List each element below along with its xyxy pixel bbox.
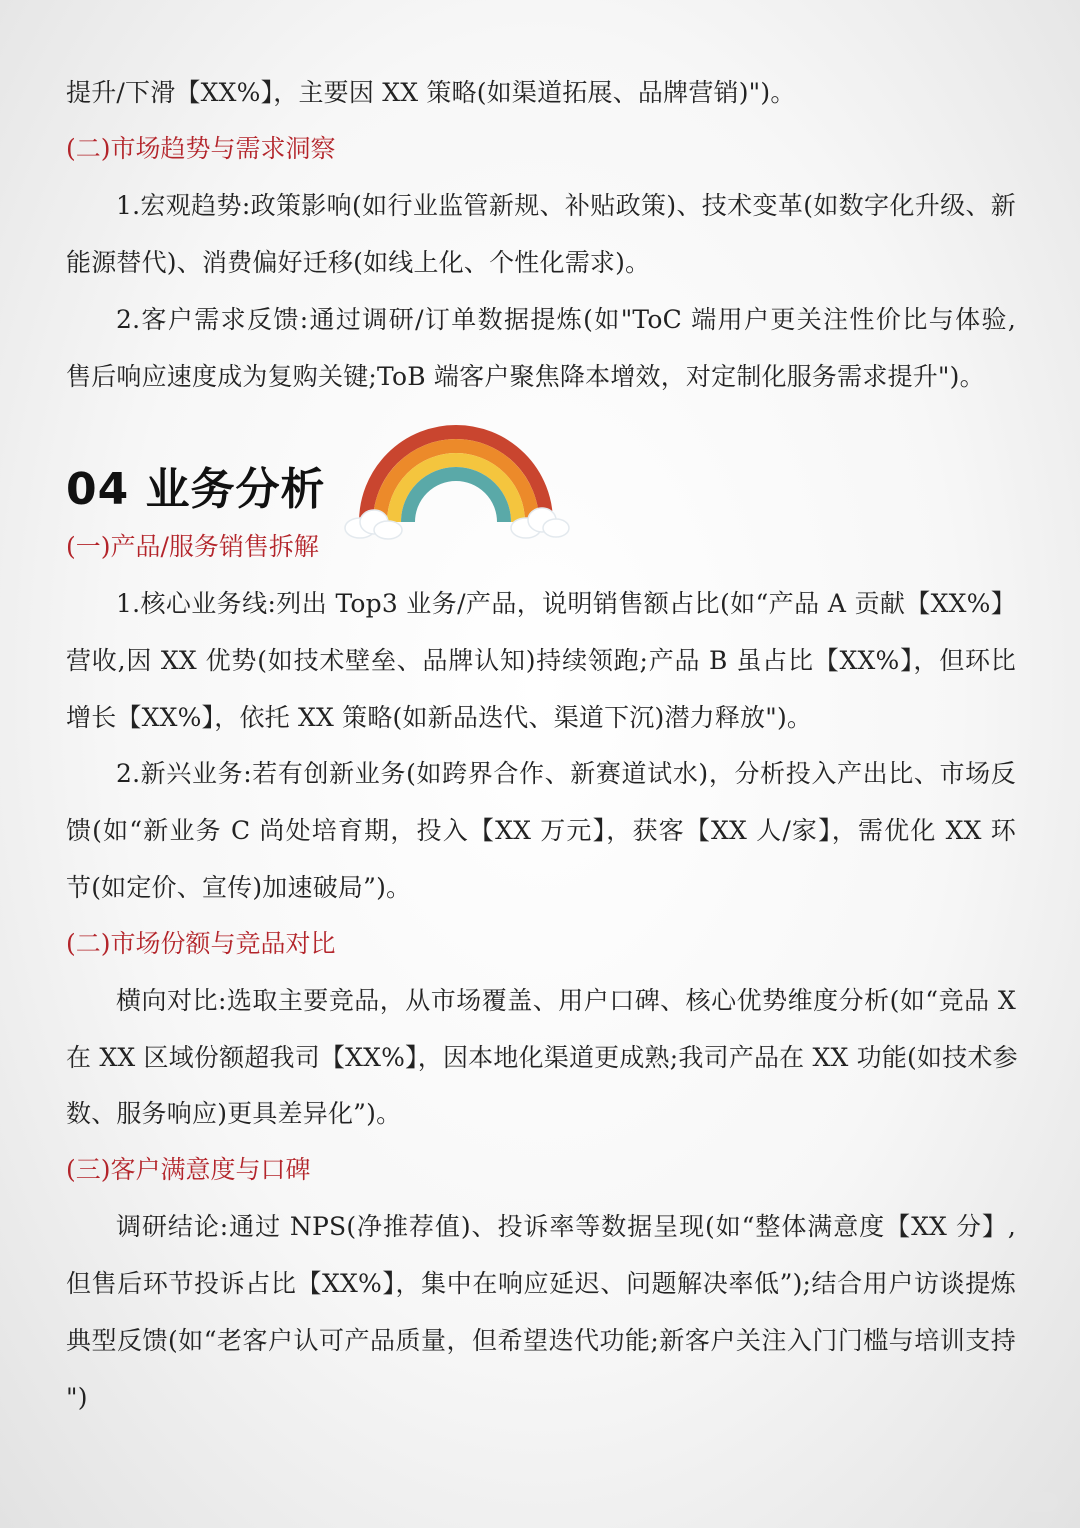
section-title: 04 业务分析 [66, 464, 326, 515]
share-line-1: 横向对比:选取主要竞品，从市场覆盖、用户口碑、核心优势维度分析(如“竞品 X [116, 986, 1016, 1015]
core-business-line-1: 1.核心业务线:列出 Top3 业务/产品，说明销售额占比(如“产品 A 贡献【XX%】 [116, 589, 1016, 618]
sales-heading: (一)产品/服务销售拆解 [66, 532, 319, 561]
share-line-3: 数、服务响应)更具差异化”)。 [66, 1099, 402, 1128]
customer-feedback-line-2: 售后响应速度成为复购关键;ToB 端客户聚焦降本增效，对定制化服务需求提升")。 [66, 362, 985, 391]
satisfaction-heading: (三)客户满意度与口碑 [66, 1155, 311, 1184]
satisfaction-line-1: 调研结论:通过 NPS(净推荐值)、投诉率等数据呈现(如“整体满意度【XX 分】, [116, 1212, 1016, 1241]
core-business-line-2: 营收,因 XX 优势(如技术壁垒、品牌认知)持续领跑;产品 B 虽占比【XX%】，但环比 [66, 646, 1016, 675]
rainbow-icon [340, 418, 572, 558]
share-line-2: 在 XX 区域份额超我司【XX%】，因本地化渠道更成熟;我司产品在 XX 功能(如技术参 [66, 1043, 1018, 1072]
emerging-business-line-2: 馈(如“新业务 C 尚处培育期，投入【XX 万元】，获客【XX 人/家】，需优化 XX 环 [66, 816, 1016, 845]
macro-trend-line-2: 能源替代)、消费偏好迁移(如线上化、个性化需求)。 [66, 248, 651, 277]
emerging-business-line-1: 2.新兴业务:若有创新业务(如跨界合作、新赛道试水)，分析投入产出比、市场反 [116, 759, 1016, 788]
share-heading: (二)市场份额与竞品对比 [66, 929, 336, 958]
macro-trend-line-1: 1.宏观趋势:政策影响(如行业监管新规、补贴政策)、技术变革(如数字化升级、新 [116, 191, 1016, 220]
satisfaction-line-4: ") [66, 1383, 88, 1412]
emerging-business-line-3: 节(如定价、宣传)加速破局”)。 [66, 873, 412, 902]
intro-line-1: 提升/下滑【XX%】，主要因 XX 策略(如渠道拓展、品牌营销)")。 [66, 78, 796, 107]
satisfaction-line-3: 典型反馈(如“老客户认可产品质量，但希望迭代功能;新客户关注入门门槛与培训支持 [66, 1326, 1016, 1355]
customer-feedback-line-1: 2.客户需求反馈:通过调研/订单数据提炼(如"ToC 端用户更关注性价比与体验, [116, 305, 1016, 334]
market-trend-heading: (二)市场趋势与需求洞察 [66, 134, 336, 163]
watermark-badge [1024, 1492, 1058, 1512]
satisfaction-line-2: 但售后环节投诉占比【XX%】，集中在响应延迟、问题解决率低”);结合用户访谈提炼 [66, 1269, 1016, 1298]
core-business-line-3: 增长【XX%】，依托 XX 策略(如新品迭代、渠道下沉)潜力释放")。 [66, 703, 813, 732]
